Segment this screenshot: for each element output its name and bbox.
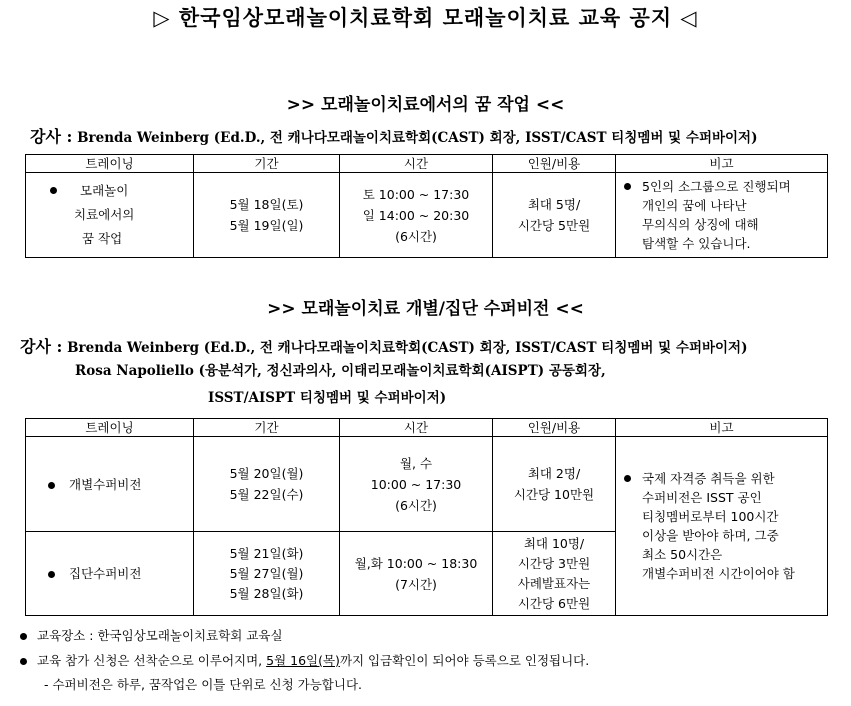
remark-line: 개인의 꿈에 나타난	[642, 198, 747, 213]
cost-line: 시간당 10만원	[513, 487, 595, 502]
time-line: (6시간)	[395, 228, 437, 244]
training-cell	[26, 532, 194, 616]
header-cost: 인원/비용	[493, 155, 616, 173]
period-cell	[194, 173, 340, 258]
remark-line: 최소 50시간은	[642, 547, 723, 562]
date-line: 5월 28일(화)	[229, 585, 304, 601]
cost-cell	[493, 532, 616, 616]
cost-line: 시간당 5만원	[517, 218, 591, 233]
period-cell	[194, 532, 340, 616]
section1-heading: >> 모래놀이치료에서의 꿈 작업 <<	[286, 95, 565, 115]
section2-lecturer-line2: Rosa Napoliello (융분석가, 정신과의사, 이태리모래놀이치료학회(AISPT) 공동회장,	[75, 363, 606, 379]
cost-line: 최대 5명/	[527, 197, 581, 212]
time-cell	[340, 532, 493, 616]
training-line: 꿈 작업	[82, 231, 123, 246]
lecturer-text: Brenda Weinberg (Ed.D., 전 캐나다모래놀이치료학회(CAST) 회장, ISST/CAST 티칭멤버 및 수퍼바이저)	[77, 130, 758, 146]
section2-lecturer	[20, 334, 748, 357]
time-line: 일 14:00 ~ 20:30	[362, 207, 470, 223]
remark-line: 티칭멤버로부터 100시간	[642, 509, 779, 524]
training-cell	[26, 173, 194, 258]
header-remark: 비고	[616, 419, 828, 437]
table-header-row	[26, 155, 828, 173]
remark-cell	[616, 173, 828, 258]
bullet-icon	[50, 187, 57, 194]
time-line: (6시간)	[395, 497, 437, 513]
section2-table	[25, 418, 828, 616]
time-line: 월,화 10:00 ~ 18:30	[354, 555, 478, 571]
place-text: 교육장소 : 한국임상모래놀이치료학회 교육실	[37, 628, 283, 643]
table-row	[26, 173, 828, 258]
table-header-row	[26, 419, 828, 437]
bullet-icon	[624, 183, 631, 190]
time-line: 토 10:00 ~ 17:30	[362, 186, 470, 202]
section1-lecturer	[30, 124, 758, 147]
cost-cell	[493, 437, 616, 532]
training-label: 집단수퍼비전	[69, 566, 142, 581]
signup-deadline: 5월 16일(목)	[266, 653, 340, 668]
date-line: 5월 20일(월)	[229, 466, 304, 481]
remark-line: 5인의 소그룹으로 진행되며	[642, 179, 791, 194]
header-period: 기간	[194, 155, 340, 173]
time-line: 월, 수	[399, 455, 433, 471]
bullet-icon	[20, 658, 27, 665]
footer-note: - 수퍼비전은 하루, 꿈작업은 이틀 단위로 신청 가능합니다.	[44, 677, 362, 692]
signup-text: 교육 참가 신청은 선착순으로 이루어지며,	[37, 653, 267, 668]
bullet-icon	[48, 482, 55, 489]
remark-line: 개별수퍼비전 시간이어야 함	[642, 566, 795, 581]
training-label: 개별수퍼비전	[69, 476, 142, 492]
page-title: ▷ 한국임상모래놀이치료학회 모래놀이치료 교육 공지 ◁	[153, 6, 698, 30]
date-line: 5월 27일(월)	[229, 565, 304, 581]
header-training: 트레이닝	[26, 419, 194, 437]
footer-signup	[20, 651, 589, 669]
remark-cell	[616, 437, 828, 616]
remark-line: 탐색할 수 있습니다.	[642, 236, 751, 251]
time-line: 10:00 ~ 17:30	[370, 476, 462, 492]
bullet-icon	[624, 475, 631, 482]
time-line: (7시간)	[395, 576, 437, 592]
training-cell	[26, 437, 194, 532]
cost-line: 최대 2명/	[527, 466, 581, 481]
section2-lecturer-line3: ISST/AISPT 티칭멤버 및 수퍼바이저)	[208, 390, 447, 406]
time-cell	[340, 437, 493, 532]
date-line: 5월 21일(화)	[229, 545, 304, 561]
header-remark: 비고	[616, 155, 828, 173]
header-cost: 인원/비용	[493, 419, 616, 437]
date-line: 5월 22일(수)	[229, 487, 304, 502]
date-line: 5월 18일(토)	[229, 197, 304, 212]
remark-line: 국제 자격증 취득을 위한	[642, 471, 775, 486]
cost-cell	[493, 173, 616, 258]
cost-line: 시간당 6만원	[517, 595, 591, 611]
remark-line: 이상을 받아야 하며, 그중	[642, 528, 779, 543]
training-line: 치료에서의	[74, 207, 135, 222]
section2-heading: >> 모래놀이치료 개별/집단 수퍼비전 <<	[267, 299, 584, 319]
table-row	[26, 437, 828, 532]
footer-place	[20, 626, 283, 644]
remark-line: 수퍼비전은 ISST 공인	[642, 490, 762, 505]
signup-text-end: 까지 입금확인이 되어야 등록으로 인정됩니다.	[339, 653, 590, 668]
header-training: 트레이닝	[26, 155, 194, 173]
time-cell	[340, 173, 493, 258]
cost-line: 사례발표자는	[517, 575, 591, 591]
lecturer-label: 강사 :	[30, 127, 73, 146]
header-time: 시간	[340, 419, 493, 437]
date-line: 5월 19일(일)	[229, 218, 304, 233]
bullet-icon	[48, 571, 55, 578]
header-time: 시간	[340, 155, 493, 173]
training-line: 모래놀이	[80, 183, 129, 198]
remark-line: 무의식의 상징에 대해	[642, 217, 759, 232]
lecturer-label: 강사 :	[20, 337, 63, 356]
lecturer-text: Brenda Weinberg (Ed.D., 전 캐나다모래놀이치료학회(CAST) 회장, ISST/CAST 티칭멤버 및 수퍼바이저)	[67, 340, 748, 356]
bullet-icon	[20, 633, 27, 640]
header-period: 기간	[194, 419, 340, 437]
section1-table	[25, 154, 828, 258]
cost-line: 시간당 3만원	[517, 555, 591, 571]
cost-line: 최대 10명/	[523, 535, 585, 551]
period-cell	[194, 437, 340, 532]
